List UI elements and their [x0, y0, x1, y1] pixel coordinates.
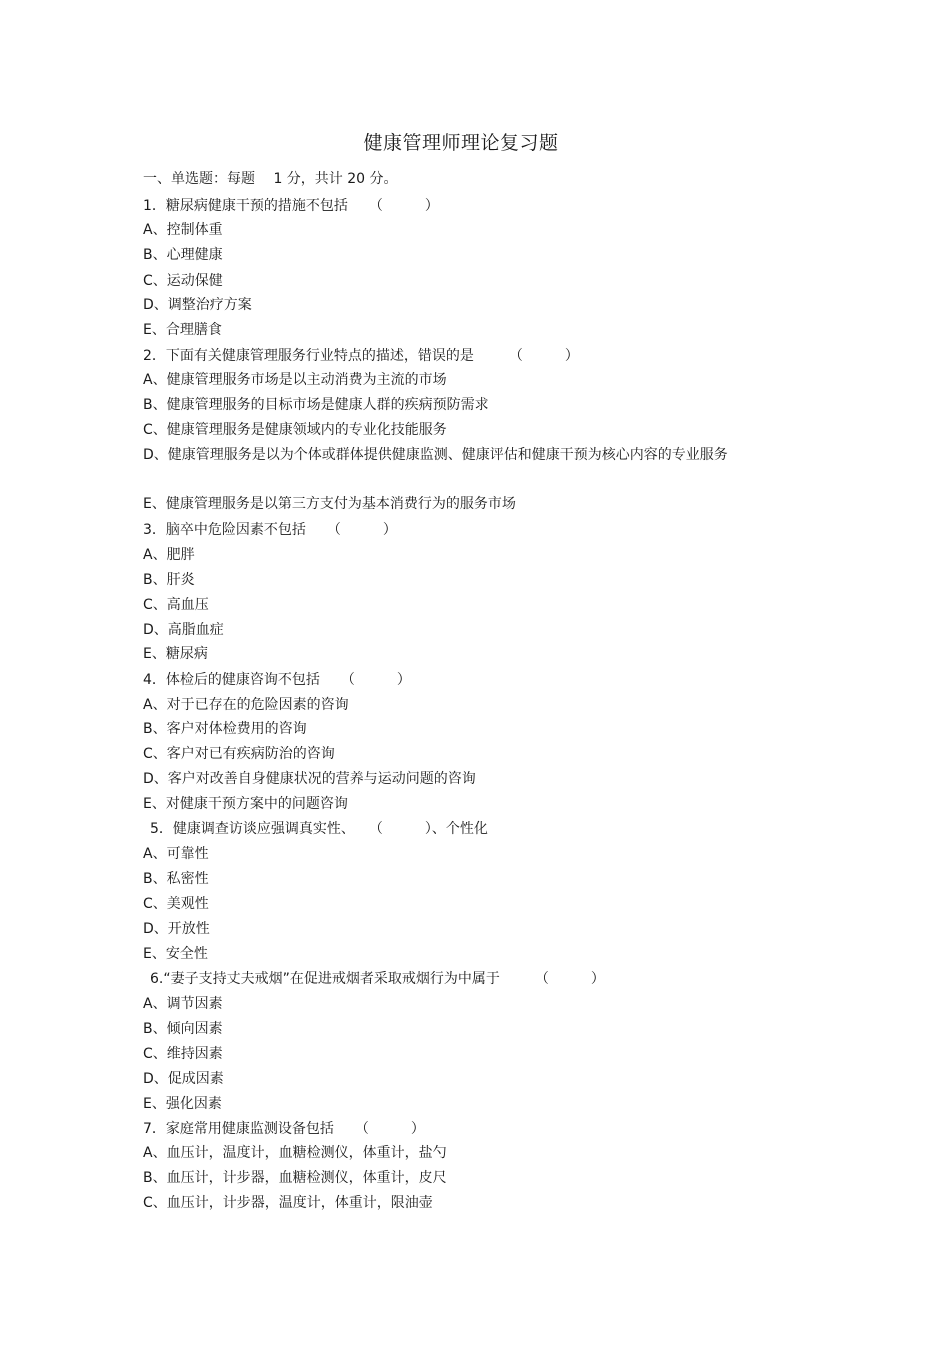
- question-6-option-e: E、强化因素: [143, 1096, 222, 1112]
- question-7-option-c: C、血压计，计步器，温度计，体重计，限油壶: [143, 1195, 433, 1211]
- question-1-option-c: C、运动保健: [143, 273, 223, 289]
- question-1-option-b: B、心理健康: [143, 247, 223, 263]
- question-4-option-c: C、客户对已有疾病防治的咨询: [143, 746, 335, 762]
- question-4-option-b: B、客户对体检费用的咨询: [143, 721, 307, 737]
- question-7-option-b: B、血压计，计步器，血糖检测仪，体重计，皮尺: [143, 1170, 447, 1186]
- question-5-option-a: A、可靠性: [143, 846, 209, 862]
- question-1-option-d: D、调整治疗方案: [143, 297, 252, 313]
- question-6-option-c: C、维持因素: [143, 1046, 223, 1062]
- question-3-option-b: B、肝炎: [143, 572, 195, 588]
- question-7-option-a: A、血压计，温度计，血糖检测仪，体重计，盐勺: [143, 1145, 447, 1161]
- question-1-option-a: A、控制体重: [143, 222, 223, 238]
- question-5-option-e: E、安全性: [143, 946, 208, 962]
- question-4-stem: 4．体检后的健康咨询不包括 （ ）: [143, 672, 411, 688]
- question-2-option-d: D、健康管理服务是以为个体或群体提供健康监测、健康评估和健康干预为核心内容的专业服务: [143, 447, 728, 463]
- question-2-option-b: B、健康管理服务的目标市场是健康人群的疾病预防需求: [143, 397, 489, 413]
- document-title: 健康管理师理论复习题: [363, 132, 559, 154]
- section-heading: 一、单选题：每题 1 分，共计 20 分。: [143, 171, 398, 187]
- question-6-option-a: A、调节因素: [143, 996, 223, 1012]
- question-6-option-b: B、倾向因素: [143, 1021, 223, 1037]
- question-5-option-b: B、私密性: [143, 871, 209, 887]
- question-3-option-d: D、高脂血症: [143, 622, 224, 638]
- question-6-option-d: D、促成因素: [143, 1071, 224, 1087]
- question-6-stem: 6.“妻子支持丈夫戒烟”在促进戒烟者采取戒烟行为中属于 （ ）: [150, 971, 605, 987]
- question-2-option-a: A、健康管理服务市场是以主动消费为主流的市场: [143, 372, 447, 388]
- question-3-option-e: E、糖尿病: [143, 646, 208, 662]
- question-4-option-d: D、客户对改善自身健康状况的营养与运动问题的咨询: [143, 771, 476, 787]
- question-2-option-e: E、健康管理服务是以第三方支付为基本消费行为的服务市场: [143, 496, 516, 512]
- question-7-stem: 7．家庭常用健康监测设备包括 （ ）: [143, 1121, 425, 1137]
- question-1-option-e: E、合理膳食: [143, 322, 222, 338]
- question-3-option-c: C、高血压: [143, 597, 209, 613]
- question-4-option-e: E、对健康干预方案中的问题咨询: [143, 796, 348, 812]
- question-5-stem: 5．健康调查访谈应强调真实性、 （ ）、个性化: [150, 821, 488, 837]
- question-5-option-c: C、美观性: [143, 896, 209, 912]
- question-4-option-a: A、对于已存在的危险因素的咨询: [143, 697, 349, 713]
- question-1-stem: 1．糖尿病健康干预的措施不包括 （ ）: [143, 198, 439, 214]
- question-2-stem: 2．下面有关健康管理服务行业特点的描述，错误的是 （ ）: [143, 348, 579, 364]
- question-2-option-c: C、健康管理服务是健康领域内的专业化技能服务: [143, 422, 447, 438]
- question-3-stem: 3．脑卒中危险因素不包括 （ ）: [143, 522, 397, 538]
- question-3-option-a: A、肥胖: [143, 547, 195, 563]
- question-5-option-d: D、开放性: [143, 921, 210, 937]
